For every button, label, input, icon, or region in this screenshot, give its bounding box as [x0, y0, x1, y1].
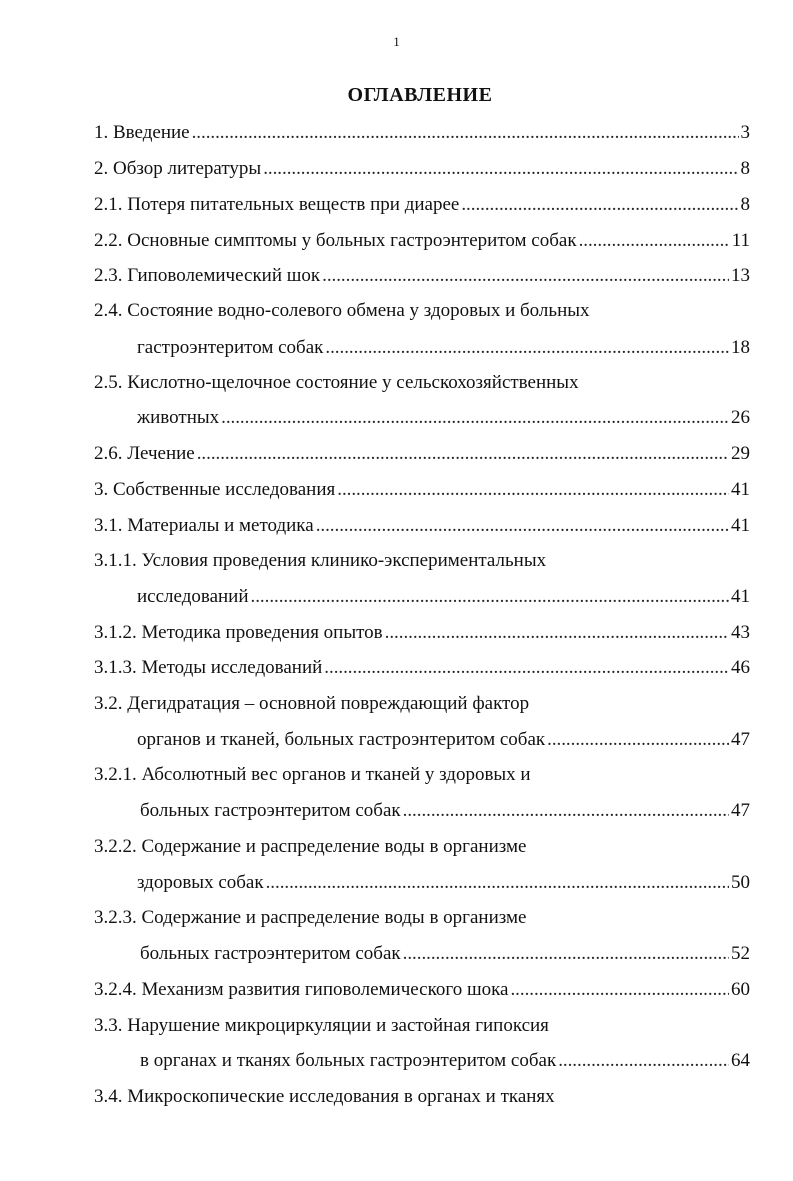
toc-entry [94, 193, 750, 217]
toc-entry-continuation [137, 336, 750, 360]
toc-entry [94, 121, 750, 145]
toc-entry-continuation [140, 1049, 750, 1073]
toc-entry-title: 3.1.1. Условия проведения клинико-экспериментальных [94, 550, 547, 571]
page-number: 1 [393, 34, 400, 49]
toc-entry-page: 8 [740, 158, 750, 179]
toc-entry-title: 3.1.2. Методика проведения опытов [94, 622, 383, 643]
toc-entry-page: 50 [731, 872, 750, 893]
leader-dots [263, 157, 738, 181]
toc-entry-page: 8 [740, 194, 750, 215]
page-title: ОГЛАВЛЕНИЕ [347, 84, 493, 106]
toc-entry-title-continued: в органах и тканях больных гастроэнтеритом собак [140, 1050, 557, 1071]
toc-entry-title: 3.2.1. Абсолютный вес органов и тканей у здоровых и [94, 764, 531, 785]
toc-entry-page: 47 [731, 800, 750, 821]
toc-entry-page: 41 [731, 586, 750, 607]
leader-dots [403, 799, 729, 823]
toc-entry-continuation [140, 942, 750, 966]
leader-dots [266, 871, 729, 895]
toc-entry-page: 3 [740, 122, 750, 143]
toc-entry-title: 3.4. Микроскопические исследования в органах и тканях [94, 1086, 555, 1107]
toc-entry-continuation [140, 799, 750, 823]
toc-entry-page: 29 [731, 443, 750, 464]
toc-entry-page: 13 [731, 265, 750, 286]
toc-entry [94, 442, 750, 466]
toc-entry [94, 656, 750, 680]
toc-entry-page: 52 [731, 943, 750, 964]
toc-entry-title: 1. Введение [94, 122, 190, 143]
toc-entry [94, 371, 750, 395]
toc-entry-continuation [137, 871, 750, 895]
toc-entry [94, 978, 750, 1002]
toc-entry [94, 692, 750, 716]
leader-dots [197, 442, 729, 466]
toc-entry-title: 3.1. Материалы и методика [94, 515, 314, 536]
toc-entry-continuation [137, 728, 750, 752]
toc-entry [94, 549, 750, 573]
toc-entry-title: 3. Собственные исследования [94, 479, 336, 500]
leader-dots [510, 978, 729, 1002]
toc-entry-title: 2.2. Основные симптомы у больных гастроэнтеритом собак [94, 230, 577, 251]
toc-entry-page: 41 [731, 515, 750, 536]
toc-entry-page: 43 [731, 622, 750, 643]
toc-entry-title: 2.5. Кислотно-щелочное состояние у сельскохозяйственных [94, 372, 579, 393]
toc-entry-page: 26 [731, 407, 750, 428]
toc-entry-page: 11 [731, 230, 750, 251]
leader-dots [251, 585, 729, 609]
toc-entry-title: 3.3. Нарушение микроциркуляции и застойная гипоксия [94, 1015, 549, 1036]
toc-entry-continuation [137, 585, 750, 609]
leader-dots [325, 336, 729, 360]
leader-dots [385, 621, 729, 645]
toc-entry-title: 2.3. Гиповолемический шок [94, 265, 321, 286]
leader-dots [579, 229, 730, 253]
toc-entry-title: 2.6. Лечение [94, 443, 195, 464]
toc-entry-title: 2. Обзор литературы [94, 158, 262, 179]
toc-entry-title-continued: здоровых собак [137, 872, 264, 893]
leader-dots [221, 406, 729, 430]
leader-dots [461, 193, 738, 217]
toc-entry [94, 299, 750, 323]
leader-dots [192, 121, 739, 145]
leader-dots [558, 1049, 729, 1073]
leader-dots [547, 728, 729, 752]
toc-entry-title: 2.4. Состояние водно-солевого обмена у здоровых и больных [94, 300, 590, 321]
toc-entry [94, 264, 750, 288]
toc-entry-title: 3.1.3. Методы исследований [94, 657, 323, 678]
toc-entry-title: 3.2.3. Содержание и распределение воды в организме [94, 907, 527, 928]
toc-entry [94, 229, 750, 253]
leader-dots [316, 514, 729, 538]
toc-entry-title-continued: больных гастроэнтеритом собак [140, 943, 401, 964]
toc-entry-page: 18 [731, 337, 750, 358]
toc-entry-title: 2.1. Потеря питательных веществ при диарее [94, 194, 460, 215]
toc-entry-title: 3.2.4. Механизм развития гиповолемического шока [94, 979, 509, 1000]
toc-entry-page: 46 [731, 657, 750, 678]
toc-entry-title: 3.2.2. Содержание и распределение воды в организме [94, 836, 527, 857]
leader-dots [322, 264, 729, 288]
toc-entry-page: 64 [731, 1050, 750, 1071]
toc-entry-page: 60 [731, 979, 750, 1000]
toc-entry-title-continued: животных [137, 407, 220, 428]
toc-entry [94, 1085, 750, 1109]
toc-entry-title-continued: гастроэнтеритом собак [137, 337, 324, 358]
toc-entry [94, 514, 750, 538]
leader-dots [324, 656, 729, 680]
toc-entry [94, 478, 750, 502]
toc-entry [94, 621, 750, 645]
toc-entry-title-continued: исследований [137, 586, 249, 607]
leader-dots [403, 942, 729, 966]
toc-entry-title-continued: больных гастроэнтеритом собак [140, 800, 401, 821]
toc-entry-title-continued: органов и тканей, больных гастроэнтеритом собак [137, 729, 546, 750]
toc-entry [94, 157, 750, 181]
toc-entry [94, 835, 750, 859]
toc-entry-page: 47 [731, 729, 750, 750]
toc-entry [94, 763, 750, 787]
leader-dots [337, 478, 729, 502]
toc-entry [94, 906, 750, 930]
toc-entry-page: 41 [731, 479, 750, 500]
toc-entry-title: 3.2. Дегидратация – основной повреждающий фактор [94, 693, 530, 714]
toc-entry-continuation [137, 406, 750, 430]
toc-entry [94, 1014, 750, 1038]
